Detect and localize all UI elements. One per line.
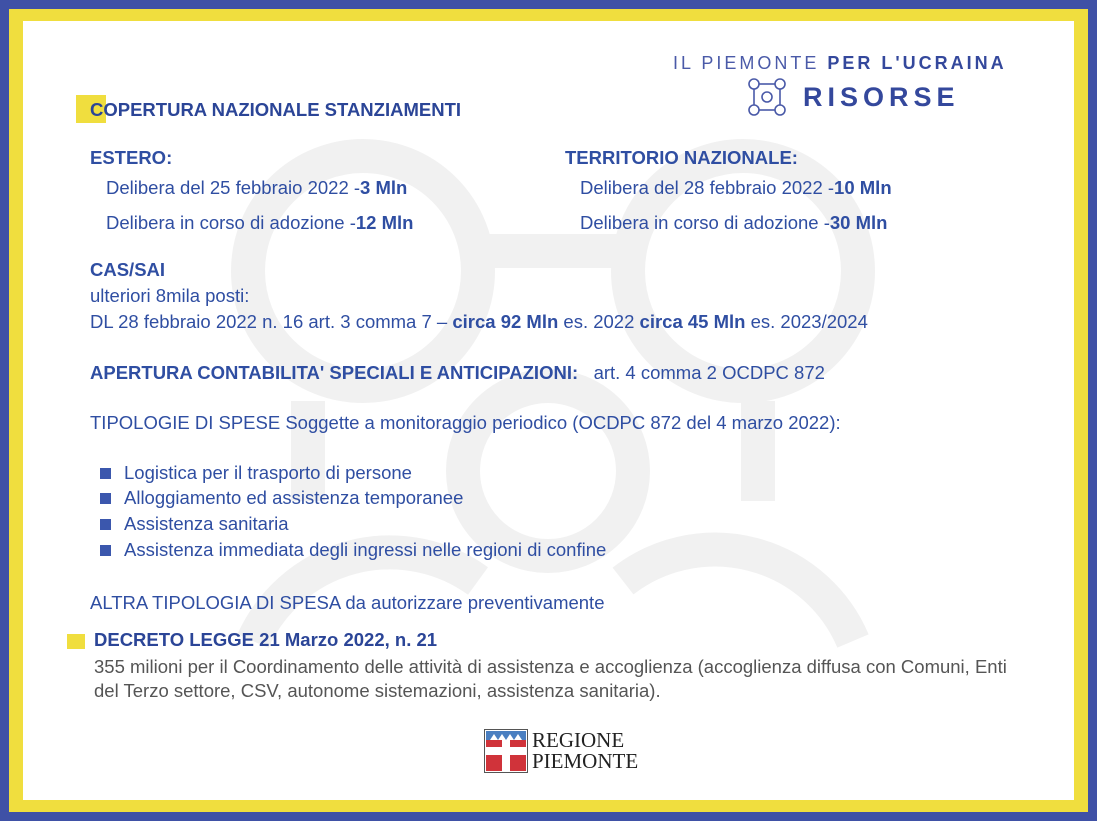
estero-line-1-amount: 3 Mln [360, 177, 408, 198]
apertura-value: art. 4 comma 2 OCDPC 872 [593, 362, 825, 383]
cas-sai-line-2c: es. 2022 [558, 311, 640, 332]
bullet-item: Assistenza sanitaria [124, 513, 289, 534]
estero-heading: ESTERO: [90, 147, 173, 168]
bullet-square-icon [100, 468, 111, 479]
territorio-heading: TERRITORIO NAZIONALE: [565, 147, 798, 168]
territorio-line-2-text: Delibera in corso di adozione - [580, 212, 830, 233]
apertura-line [90, 362, 825, 384]
bullet-item: Logistica per il trasporto di persone [124, 462, 412, 483]
people-network-icon [745, 76, 791, 120]
territorio-line-1-text: Delibera del 28 febbraio 2022 - [580, 177, 835, 198]
bullet-item: Alloggiamento ed assistenza temporanee [124, 487, 464, 508]
bullet-square-icon [100, 493, 111, 504]
altra-label: ALTRA TIPOLOGIA DI SPESA [90, 592, 341, 613]
territorio-line-1-amount: 10 Mln [834, 177, 892, 198]
estero-line-1-text: Delibera del 25 febbraio 2022 - [106, 177, 361, 198]
decreto-title: DECRETO LEGGE 21 Marzo 2022, n. 21 [94, 629, 438, 650]
cas-sai-line-2d: circa 45 Mln [639, 311, 746, 332]
cas-sai-line-2e: es. 2023/2024 [745, 311, 868, 332]
estero-line-1 [106, 177, 407, 199]
decreto-text: 355 milioni per il Coordinamento delle attività di assistenza e accoglienza (accoglienza diffusa con Comuni, Enti del Terzo settore, CSV, autonome sistemazioni, assistenza sanitaria). [94, 656, 1007, 701]
estero-line-2-amount: 12 Mln [355, 212, 414, 233]
header-title: RISORSE [803, 82, 960, 112]
altra-text: da autorizzare preventivamente [340, 592, 605, 613]
header-tag [673, 53, 1007, 74]
estero-line-2-text: Delibera in corso di adozione - [106, 212, 356, 233]
altra-line [90, 592, 605, 614]
cas-sai-heading: CAS/SAI [90, 259, 166, 280]
territorio-line-1 [580, 177, 892, 199]
cas-sai-line-2a: DL 28 febbraio 2022 n. 16 art. 3 comma 7 – [90, 311, 453, 332]
bullet-square-icon [100, 519, 111, 530]
cas-sai-line-1: ulteriori 8mila posti: [90, 285, 250, 306]
bullet-item: Assistenza immediata degli ingressi nelle regioni di confine [124, 539, 607, 560]
cas-sai-line-2 [90, 311, 868, 333]
slide [23, 21, 1074, 800]
regione-piemonte-logo [484, 728, 639, 773]
piemonte-crest-icon [484, 729, 528, 773]
tipologie-line [90, 412, 841, 434]
logo-line-2: PIEMONTE [532, 749, 639, 773]
cas-sai-line-2b: circa 92 Mln [452, 311, 559, 332]
tipologie-text: Soggette a monitoraggio periodico (OCDPC 872 del 4 marzo 2022): [280, 412, 841, 433]
decreto-marker [67, 634, 85, 649]
bullet-square-icon [100, 545, 111, 556]
header-tag-strong: PER L'UCRAINA [827, 53, 1007, 73]
estero-line-2 [106, 212, 413, 234]
header-tag-prefix: IL PIEMONTE [673, 53, 820, 73]
territorio-line-2-amount: 30 Mln [829, 212, 888, 233]
tipologie-label: TIPOLOGIE DI SPESE [90, 412, 281, 433]
apertura-label: APERTURA CONTABILITA' SPECIALI E ANTICIPAZIONI: [90, 362, 579, 383]
section-title: COPERTURA NAZIONALE STANZIAMENTI [90, 99, 462, 120]
territorio-line-2 [580, 212, 887, 234]
logo-line-1: REGIONE [532, 728, 625, 752]
